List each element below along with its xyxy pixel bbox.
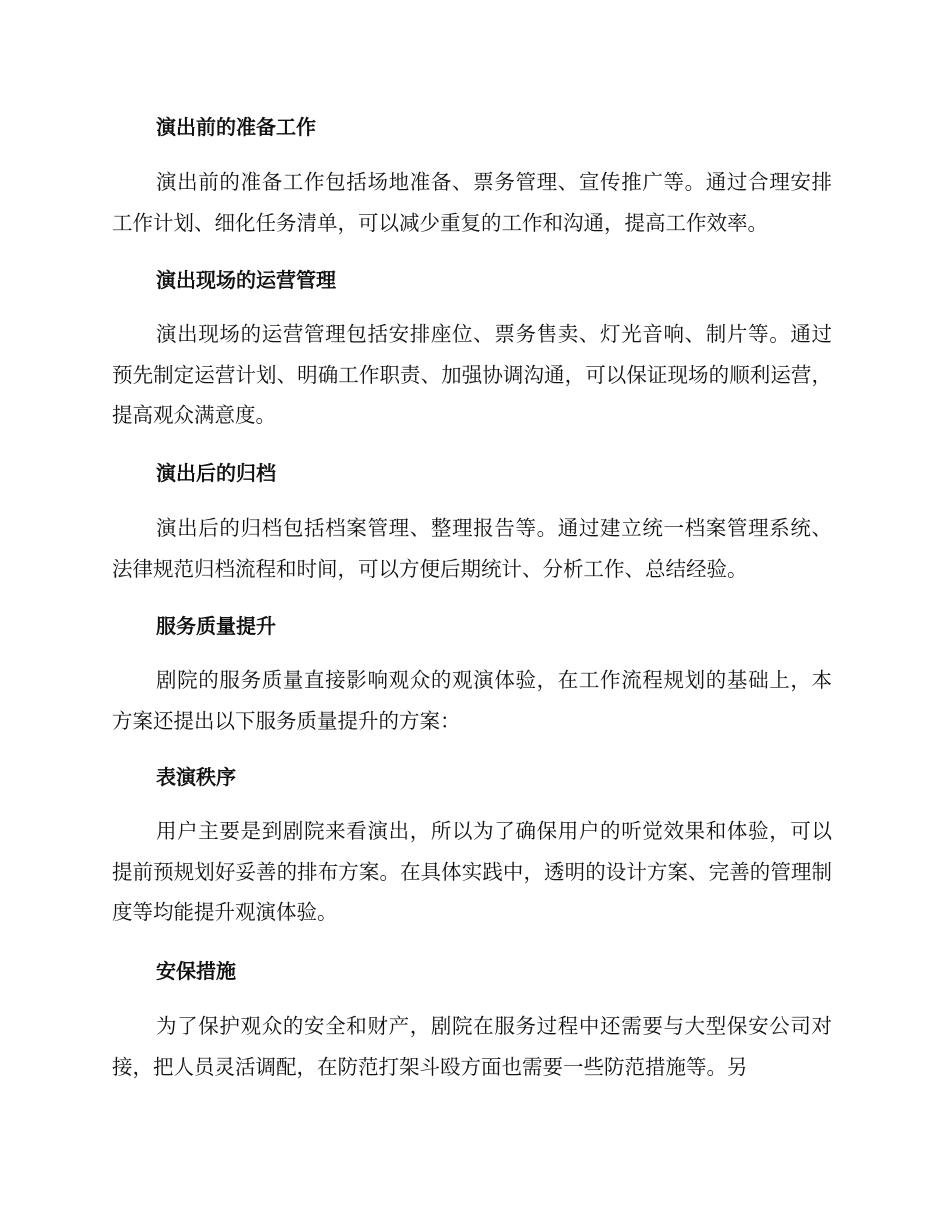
section-body-preparation: 演出前的准备工作包括场地准备、票务管理、宣传推广等。通过合理安排工作计划、细化任务清单，可以减少重复的工作和沟通，提高工作效率。 (112, 170, 832, 235)
section-heading-performance-order: 表演秩序 (156, 765, 236, 789)
section-body-security: 为了保护观众的安全和财产，剧院在服务过程中还需要与大型保安公司对接，把人员灵活调配，在防范打架斗殴方面也需要一些防范措施等。另 (112, 1014, 832, 1079)
section-heading-archiving: 演出后的归档 (156, 461, 276, 485)
section-body-archiving: 演出后的归档包括档案管理、整理报告等。通过建立统一档案管理系统、法律规范归档流程和时间，可以方便后期统计、分析工作、总结经验。 (112, 516, 832, 581)
section-heading-security: 安保措施 (156, 959, 236, 983)
section-heading-service-quality: 服务质量提升 (156, 614, 276, 638)
section-body-service-quality: 剧院的服务质量直接影响观众的观演体验，在工作流程规划的基础上，本方案还提出以下服务质量提升的方案： (112, 668, 832, 733)
section-heading-preparation: 演出前的准备工作 (156, 115, 316, 139)
section-body-onsite-operations: 演出现场的运营管理包括安排座位、票务售卖、灯光音响、制片等。通过预先制定运营计划、明确工作职责、加强协调沟通，可以保证现场的顺利运营，提高观众满意度。 (112, 322, 832, 427)
section-body-performance-order: 用户主要是到剧院来看演出，所以为了确保用户的听觉效果和体验，可以提前预规划好妥善的排布方案。在具体实践中，透明的设计方案、完善的管理制度等均能提升观演体验。 (112, 819, 832, 924)
section-heading-onsite-operations: 演出现场的运营管理 (156, 268, 336, 292)
